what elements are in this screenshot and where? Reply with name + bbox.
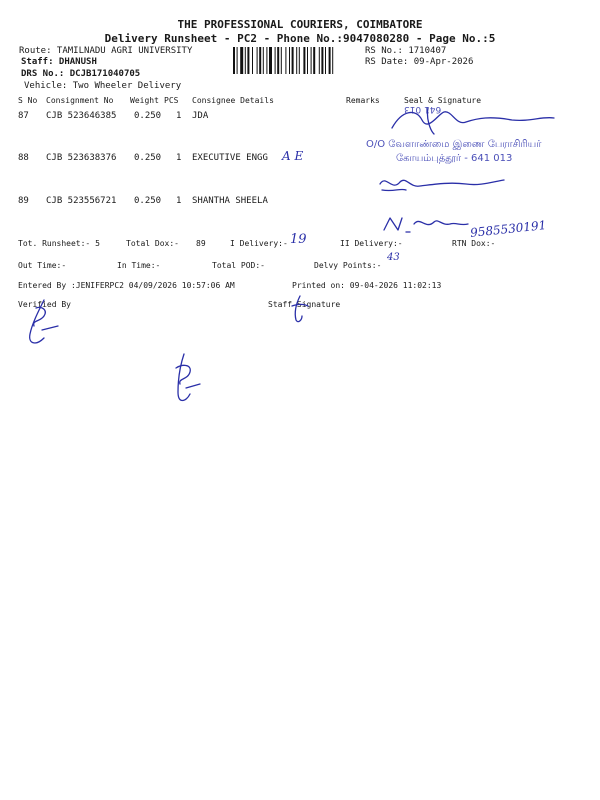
route-label: Route: TAMILNADU AGRI UNIVERSITY	[19, 46, 193, 56]
row-sno: 87	[18, 111, 29, 121]
row-consignee: SHANTHA SHEELA	[192, 196, 268, 206]
seal-signature-3	[380, 212, 476, 236]
vehicle-label: Vehicle: Two Wheeler Delivery	[24, 81, 182, 91]
printed-on: Printed on: 09-04-2026 11:02:13	[292, 281, 442, 290]
phone-handwriting: 9585530191	[469, 218, 547, 240]
out-time-label: Out Time:-	[18, 261, 67, 270]
rs-date: RS Date: 09-Apr-2026	[365, 57, 474, 67]
col-consignment: Consignment No	[46, 96, 114, 105]
col-remarks: Remarks	[346, 96, 380, 105]
barcode	[233, 47, 359, 74]
col-seal: Seal & Signature	[404, 96, 482, 105]
remark-handwriting: A E	[282, 149, 304, 163]
row-weight: 0.250	[134, 111, 162, 121]
company-name: THE PROFESSIONAL COURIERS, COIMBATORE	[177, 18, 423, 31]
row-consignment: CJB 523646385	[46, 111, 117, 121]
row-consignee: JDA	[192, 111, 209, 121]
total-runsheet: Tot. Runsheet:- 5	[18, 239, 100, 248]
rtn-dox-label: RTN Dox:-	[452, 239, 496, 248]
total-pod-label: Total POD:-	[212, 261, 265, 270]
seal-signature-2	[376, 172, 510, 196]
col-sno: S No	[18, 96, 38, 105]
row-consignment: CJB 523638376	[46, 153, 117, 163]
seal-stamp-top: 641 013	[404, 104, 442, 114]
col-weight: Weight	[130, 96, 159, 105]
delvy-points-value: 43	[387, 252, 400, 263]
row-pcs: 1	[176, 196, 182, 206]
entered-by: Entered By :JENIFERPC2 04/09/2026 10:57:06 AM	[18, 281, 235, 290]
delvy-points-label: Delvy Points:-	[314, 261, 382, 270]
rs-number: RS No.: 1710407	[365, 46, 447, 56]
verified-by-signature	[22, 296, 62, 348]
col-pcs: PCS	[164, 96, 179, 105]
col-consignee: Consignee Details	[192, 96, 274, 105]
row-weight: 0.250	[134, 153, 162, 163]
row-weight: 0.250	[134, 196, 162, 206]
i-delivery-label: I Delivery:-	[230, 239, 288, 248]
row-pcs: 1	[176, 153, 182, 163]
drs-number: DRS No.: DCJB171040705	[21, 69, 141, 79]
row-consignee: EXECUTIVE ENGG	[192, 153, 268, 163]
i-delivery-value: 19	[290, 232, 307, 247]
verified-by-label: Verified By	[18, 300, 71, 309]
runsheet-title: Delivery Runsheet - PC2 - Phone No.:9047080280 - Page No.:5	[104, 32, 496, 45]
staff-signature-label: Staff Signature	[268, 300, 341, 309]
row-sno: 89	[18, 196, 29, 206]
total-dox-value: 89	[196, 239, 206, 248]
total-dox-label: Total Dox:-	[126, 239, 179, 248]
seal-signature-1	[382, 104, 562, 138]
extra-signature	[166, 350, 206, 406]
ii-delivery-label: II Delivery:-	[340, 239, 403, 248]
in-time-label: In Time:-	[117, 261, 161, 270]
row-consignment: CJB 523556721	[46, 196, 117, 206]
seal-stamp-office: O/O வேளாண்மை இணை பேராசிரியர்	[366, 139, 542, 150]
row-sno: 88	[18, 153, 29, 163]
staff-signature	[286, 294, 314, 324]
staff-label: Staff: DHANUSH	[21, 57, 97, 67]
seal-stamp-city: கோயம்புத்தூர் - 641 013	[396, 153, 513, 164]
row-pcs: 1	[176, 111, 182, 121]
